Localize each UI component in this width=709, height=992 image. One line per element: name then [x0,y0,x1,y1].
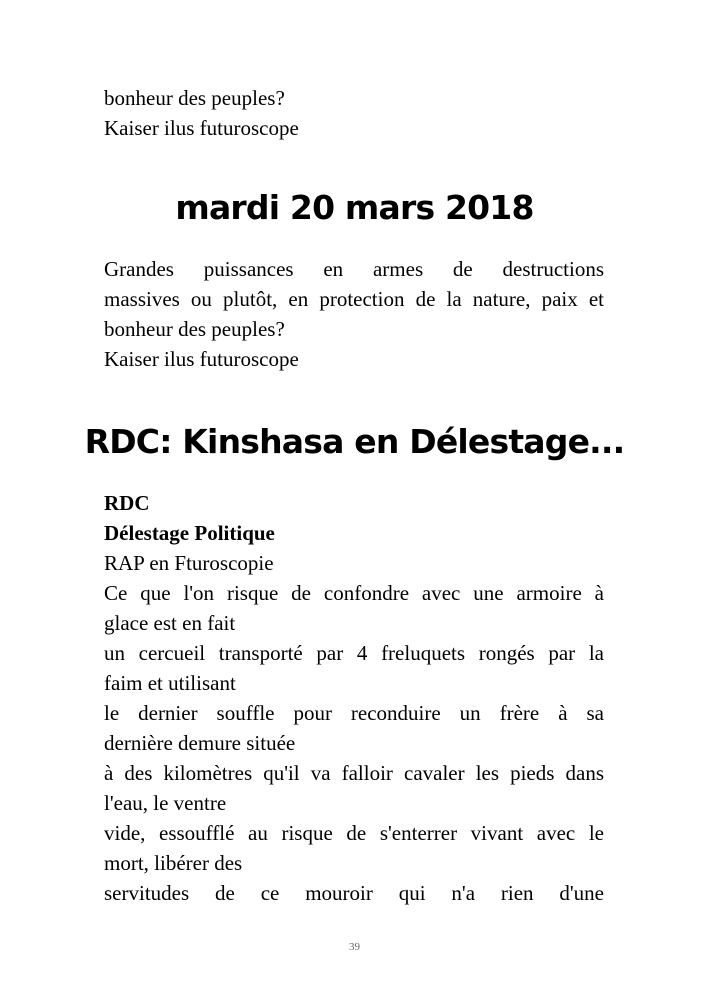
page-number: 39 [349,941,360,953]
post2-line-4: un cercueil transporté par 4 freluquets rongés par la [104,641,604,665]
post1-line-1: Grandes puissances en armes de destructions [104,257,604,281]
post2-line-6: le dernier souffle pour reconduire un frère à sa [104,701,604,725]
post2-line-11: mort, libérer des [104,851,243,875]
post2-bold-line-2: Délestage Politique [104,521,275,545]
top-fragment-line-1: bonheur des peuples? [104,86,285,110]
post2-line-9: l'eau, le ventre [104,791,227,815]
top-fragment [104,83,604,143]
post1-line-4: Kaiser ilus futuroscope [104,347,299,371]
post2-line-5: faim et utilisant [104,671,236,695]
post2-line-2: Ce que l'on risque de confondre avec une armoire à [104,581,604,605]
post1-line-2: massives ou plutôt, en protection de la nature, paix et [104,287,604,311]
post2-bold-line-1: RDC [104,491,150,515]
post2-line-3: glace est en fait [104,611,236,635]
post2-line-12: servitudes de ce mouroir qui n'a rien d'une [104,881,604,905]
post-title-rdc: RDC: Kinshasa en Délestage... [84,422,625,461]
post1-body [104,254,604,374]
top-fragment-line-2: Kaiser ilus futuroscope [104,116,299,140]
post2-line-10: vide, essoufflé au risque de s'enterrer vivant avec le [104,821,604,845]
post1-line-3: bonheur des peuples? [104,317,285,341]
post-title-date: mardi 20 mars 2018 [175,188,534,227]
post2-line-8: à des kilomètres qu'il va falloir cavaler les pieds dans [104,761,604,785]
post2-line-1: RAP en Fturoscopie [104,551,274,575]
post2-line-7: dernière demure située [104,731,296,755]
post2-body [104,488,604,908]
